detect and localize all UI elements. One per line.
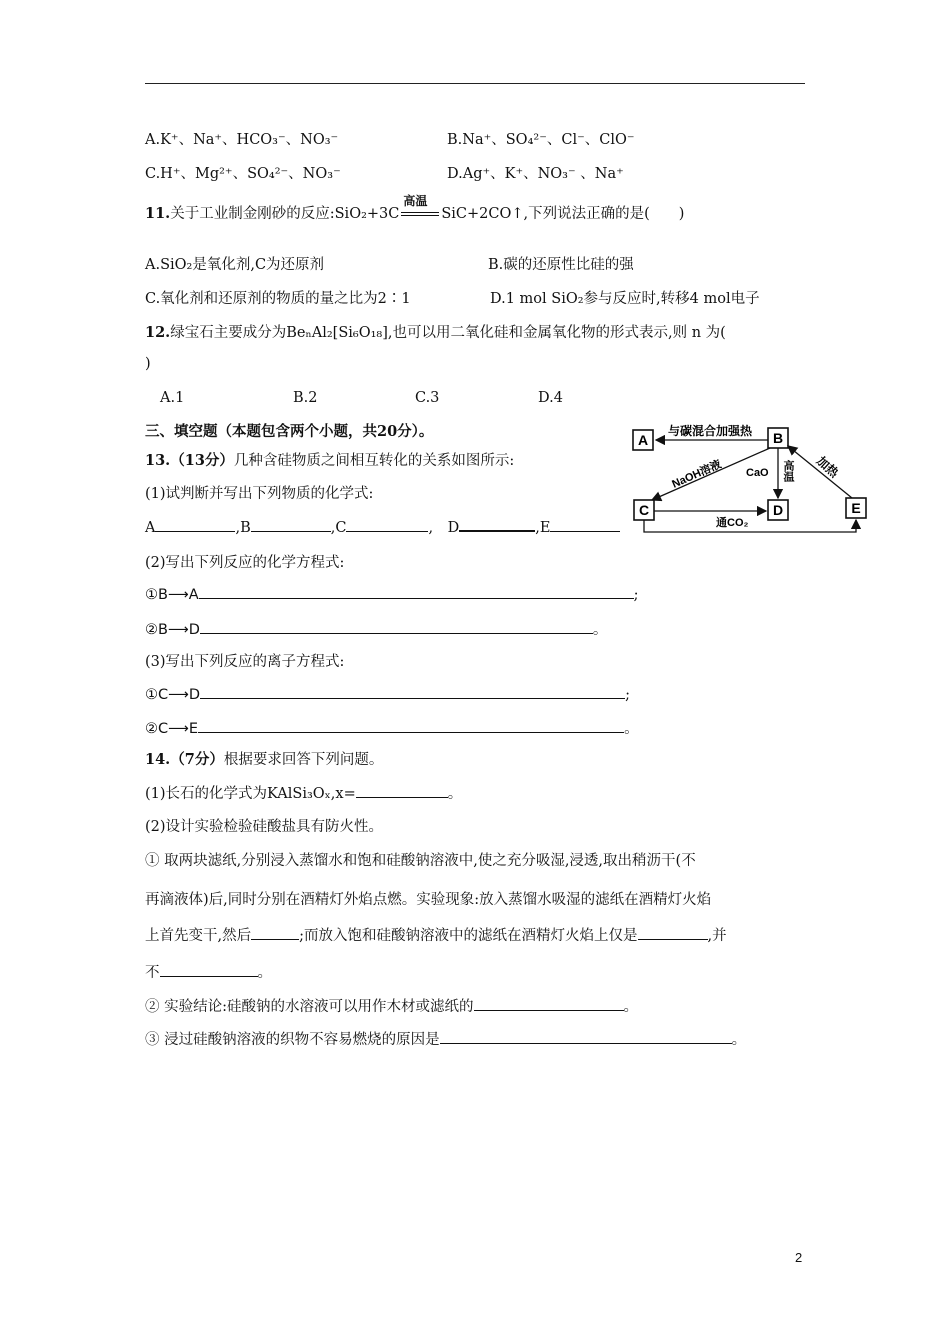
q14-step2 xyxy=(145,995,638,1016)
q12-option-b: B.2 xyxy=(293,390,318,406)
q13-part2: (2)写出下列反应的化学方程式: xyxy=(145,555,345,571)
q12-stem-end: ) xyxy=(145,356,151,372)
q14-s2-end: 。 xyxy=(623,999,638,1015)
q13-part3: (3)写出下列反应的离子方程式: xyxy=(145,654,345,670)
q12-stem xyxy=(145,321,726,342)
q14-s1-l3a: 上首先变干,然后 xyxy=(145,928,252,944)
q13-fill-c-label: ,C xyxy=(330,520,347,536)
q14-step3 xyxy=(145,1028,746,1049)
q14-s3-text: ③ 浸过硅酸钠溶液的织物不容易燃烧的原因是 xyxy=(145,1032,440,1048)
q13-r1-label: ①B⟶A xyxy=(145,587,199,603)
q13-blank-e[interactable] xyxy=(550,517,620,532)
conversion-diagram xyxy=(628,418,870,540)
q14-s1-l3c: ,并 xyxy=(707,928,727,944)
q11-condition xyxy=(399,194,441,222)
q14-s1-l4b: 。 xyxy=(257,965,272,981)
q11-stem-post: SiC+2CO↑,下列说法正确的是( ) xyxy=(441,206,685,222)
q13-blank-c[interactable] xyxy=(346,517,428,532)
q10-option-c: C.H⁺、Mg²⁺、SO₄²⁻、NO₃⁻ xyxy=(145,166,341,182)
q12-number: 12. xyxy=(145,324,171,341)
q13-blank-r2[interactable] xyxy=(200,619,593,634)
node-e: E xyxy=(851,500,861,516)
q11-option-b: B.碳的还原性比硅的强 xyxy=(488,257,634,273)
q10-option-a: A.K⁺、Na⁺、HCO₃⁻、NO₃⁻ xyxy=(145,132,339,148)
q13-reaction-1 xyxy=(145,584,639,603)
q13-fill-line xyxy=(145,516,620,537)
label-b-to-a: 与碳混合加强热 xyxy=(668,424,753,438)
q13-r4-end: 。 xyxy=(624,721,639,737)
q11-option-c: C.氧化剂和还原剂的物质的量之比为2∶1 xyxy=(145,291,411,307)
arrow-c-to-e xyxy=(644,520,856,532)
q11-option-a: A.SiO₂是氧化剂,C为还原剂 xyxy=(145,257,325,273)
label-cao: CaO xyxy=(746,467,769,479)
q12-option-c: C.3 xyxy=(415,390,440,406)
q14-p1-text: (1)长石的化学式为KAlSi₃Oₓ,x= xyxy=(145,786,356,802)
q14-s2-text: ② 实验结论:硅酸钠的水溶液可以用作木材或滤纸的 xyxy=(145,999,474,1015)
q13-stem-text: 几种含硅物质之间相互转化的关系如图所示: xyxy=(233,453,515,469)
q11-number: 11. xyxy=(145,205,171,222)
q14-step1-line3 xyxy=(145,924,727,945)
q13-blank-d[interactable] xyxy=(459,516,535,532)
q13-part1: (1)试判断并写出下列物质的化学式: xyxy=(145,486,374,502)
q10-option-d: D.Ag⁺、K⁺、NO₃⁻ 、Na⁺ xyxy=(447,166,624,182)
node-b: B xyxy=(772,430,784,446)
q14-blank-not[interactable] xyxy=(160,962,258,977)
q13-r2-label: ②B⟶D xyxy=(145,622,200,638)
q14-blank-only[interactable] xyxy=(638,925,708,940)
q11-option-d: D.1 mol SiO₂参与反应时,转移4 mol电子 xyxy=(490,291,760,307)
q13-number: 13. xyxy=(145,452,171,469)
q11-stem-pre: 关于工业制金刚砂的反应:SiO₂+3C xyxy=(170,206,400,222)
header-rule xyxy=(145,83,805,84)
q12-option-d: D.4 xyxy=(538,390,563,406)
q13-blank-r3[interactable] xyxy=(200,684,625,699)
q13-stem xyxy=(145,449,514,470)
q14-part1 xyxy=(145,782,462,803)
q14-s1-l3b: ;而放入饱和硅酸钠溶液中的滤纸在酒精灯火焰上仅是 xyxy=(299,928,638,944)
q14-p1-end: 。 xyxy=(447,786,463,802)
q12-option-a: A.1 xyxy=(160,390,185,406)
q14-score: （7分） xyxy=(170,751,224,768)
q13-blank-r4[interactable] xyxy=(198,718,624,733)
page-number: 2 xyxy=(795,1250,803,1265)
q13-r1-end: ; xyxy=(633,587,639,603)
q12-stem-text: 绿宝石主要成分为BeₙAl₂[Si₆O₁₈],也可以用二氧化硅和金属氧化物的形式表示,则 n 为( xyxy=(170,325,726,341)
q13-blank-b[interactable] xyxy=(251,517,331,532)
q14-blank-x[interactable] xyxy=(356,783,448,798)
node-d: D xyxy=(772,502,784,518)
q13-fill-a-label: A xyxy=(145,520,156,536)
q13-r4-label: ②C⟶E xyxy=(145,721,199,737)
q14-blank-use[interactable] xyxy=(474,996,624,1011)
section3-title: 三、填空题（本题包含两个小题，共20分）。 xyxy=(145,423,434,440)
q10-option-b: B.Na⁺、SO₄²⁻、Cl⁻、ClO⁻ xyxy=(447,132,635,148)
q14-step1-line1: ① 取两块滤纸,分别浸入蒸馏水和饱和硅酸钠溶液中,使之充分吸湿,浸透,取出稍沥干(不 xyxy=(145,853,696,869)
q11-stem xyxy=(145,194,685,223)
q13-reaction-4 xyxy=(145,717,639,738)
q14-blank-then[interactable] xyxy=(251,925,299,940)
label-co2: 通CO₂ xyxy=(716,517,749,529)
q14-stem-text: 根据要求回答下列问题。 xyxy=(223,752,384,768)
arrow-e-to-b xyxy=(788,446,852,498)
q14-step1-line4 xyxy=(145,961,272,982)
q14-s3-end: 。 xyxy=(731,1032,747,1048)
q13-blank-a[interactable] xyxy=(155,517,235,532)
q13-blank-r1[interactable] xyxy=(199,584,634,599)
node-c: C xyxy=(638,502,650,518)
q14-part2: (2)设计实验检验硅酸盐具有防火性。 xyxy=(145,819,384,835)
q14-number: 14. xyxy=(145,751,171,768)
q14-blank-reason[interactable] xyxy=(440,1029,732,1044)
label-high-temp: 高温 xyxy=(782,460,794,482)
q14-stem xyxy=(145,748,383,769)
q13-fill-e-label: ,E xyxy=(535,520,551,536)
label-heat: 加热 xyxy=(813,453,842,481)
q13-fill-d-label: , D xyxy=(428,520,460,536)
label-naoh: NaOH溶液 xyxy=(670,458,724,491)
q14-step1-line2: 再滴液体)后,同时分别在酒精灯外焰点燃。实验现象:放入蒸馏水吸湿的滤纸在酒精灯火焰 xyxy=(145,892,712,908)
q13-r2-end: 。 xyxy=(592,622,608,638)
q13-score: （13分） xyxy=(170,452,234,469)
q13-r3-label: ①C⟶D xyxy=(145,687,201,703)
q11-condition-label: 高温 xyxy=(403,194,428,208)
q13-reaction-3 xyxy=(145,684,630,703)
q11-equals-sign xyxy=(401,212,439,216)
node-a: A xyxy=(637,432,649,448)
q14-s1-l4a: 不 xyxy=(145,965,160,981)
q13-reaction-2 xyxy=(145,618,607,639)
q13-r3-end: ; xyxy=(625,687,630,703)
q13-fill-b-label: ,B xyxy=(235,520,251,536)
